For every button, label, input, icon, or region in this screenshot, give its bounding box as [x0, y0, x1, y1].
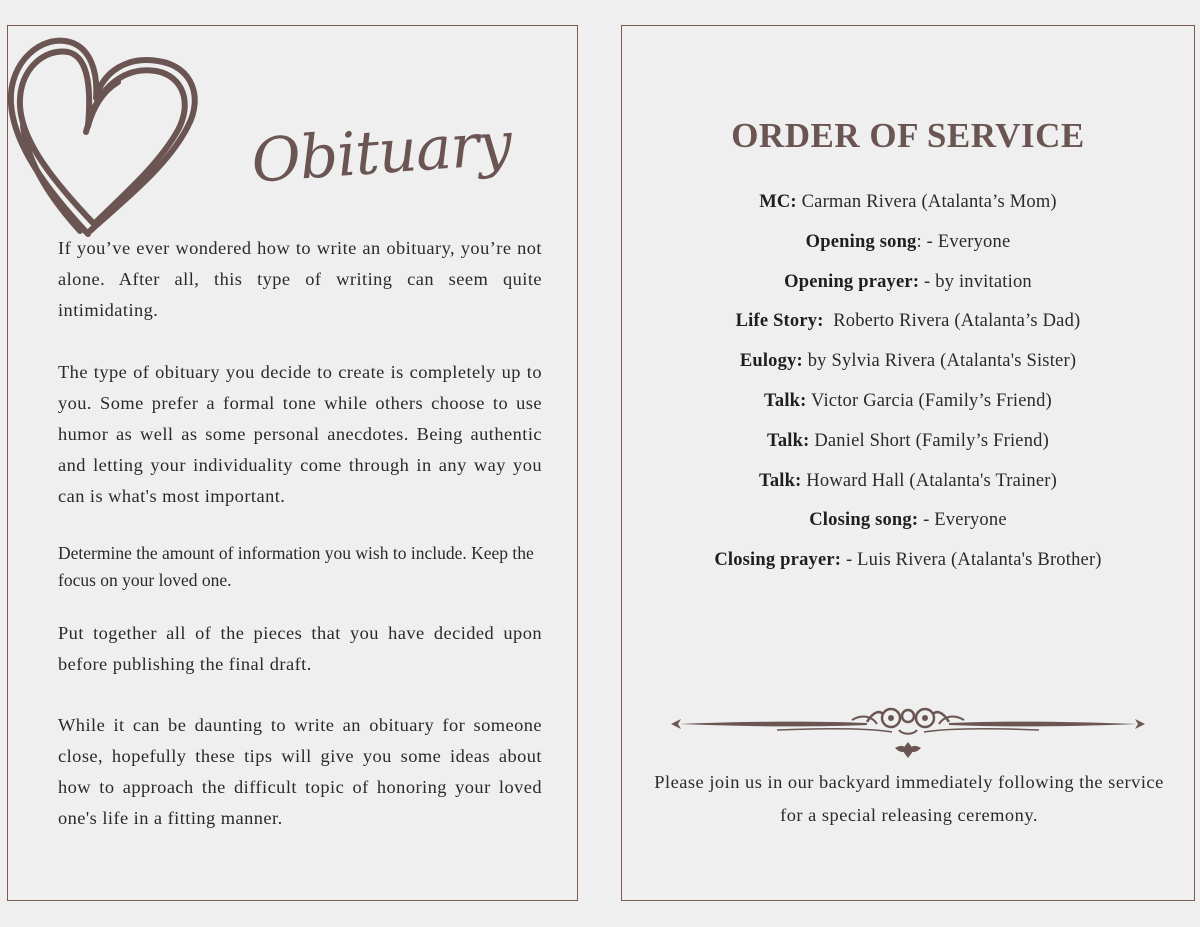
list-item — [622, 311, 1194, 351]
order-of-service-title: ORDER OF SERVICE — [731, 116, 1085, 155]
item-text: Roberto Rivera (Atalanta’s Dad) — [823, 311, 1081, 332]
item-label: Talk: — [767, 430, 810, 451]
obituary-paragraph-5: While it can be daunting to write an obituary for someone close, hopefully these tips will give you some ideas about how to approach the difficult topic of honoring your loved one's life in a fitting manner. — [58, 715, 542, 828]
item-label: MC: — [759, 192, 797, 212]
list-item — [622, 510, 1194, 550]
closing-note: Please join us in our backyard immediately following the service for a special releasing ceremony. — [654, 772, 1164, 825]
item-text: by Sylvia Rivera (Atalanta's Sister) — [802, 351, 1077, 372]
obituary-paragraph-3: Determine the amount of information you wish to include. Keep the focus on your loved one. — [58, 543, 534, 590]
item-text: - by invitation — [919, 271, 1032, 292]
list-item — [622, 192, 1194, 232]
item-label: Life Story: — [735, 311, 824, 332]
order-of-service-panel — [621, 25, 1195, 901]
item-text: : - Everyone — [916, 231, 1011, 252]
ornamental-divider-icon — [667, 702, 1149, 760]
obituary-panel — [7, 25, 578, 901]
item-label: Talk: — [759, 470, 802, 491]
obituary-paragraph-4: Put together all of the pieces that you have decided upon before publishing the final draft. — [58, 623, 542, 674]
svg-text:Obituary: Obituary — [249, 108, 514, 197]
item-label: Eulogy: — [739, 351, 803, 372]
item-text: Carman Rivera (Atalanta’s Mom) — [796, 192, 1057, 212]
item-text: - Luis Rivera (Atalanta's Brother) — [841, 550, 1102, 571]
list-item — [622, 550, 1194, 590]
list-item — [622, 431, 1194, 471]
item-label: Talk: — [764, 390, 807, 411]
obituary-paragraph-2: The type of obituary you decide to create is completely up to you. Some prefer a formal tone while others choose to use humor as well as some personal anecdotes. Being authentic and letting your individuality come through in any way you can is what's most important. — [58, 362, 542, 506]
order-of-service-list — [622, 192, 1194, 590]
list-item — [622, 471, 1194, 511]
obituary-paragraph-1: If you’ve ever wondered how to write an obituary, you’re not alone. After all, this type of writing can seem quite intimidating. — [58, 238, 542, 320]
obituary-title — [244, 92, 514, 222]
list-item — [622, 391, 1194, 431]
item-label: Closing song: — [809, 510, 919, 531]
item-label: Opening song — [805, 231, 917, 252]
list-item — [622, 351, 1194, 391]
list-item — [622, 272, 1194, 312]
item-label: Opening prayer: — [784, 271, 920, 292]
item-text: - Everyone — [918, 510, 1007, 531]
item-text: Howard Hall (Atalanta's Trainer) — [801, 470, 1057, 491]
item-label: Closing prayer: — [714, 550, 842, 571]
heart-icon — [8, 26, 208, 241]
list-item — [622, 232, 1194, 272]
item-text: Victor Garcia (Family’s Friend) — [806, 390, 1052, 411]
item-text: Daniel Short (Family’s Friend) — [809, 430, 1049, 451]
